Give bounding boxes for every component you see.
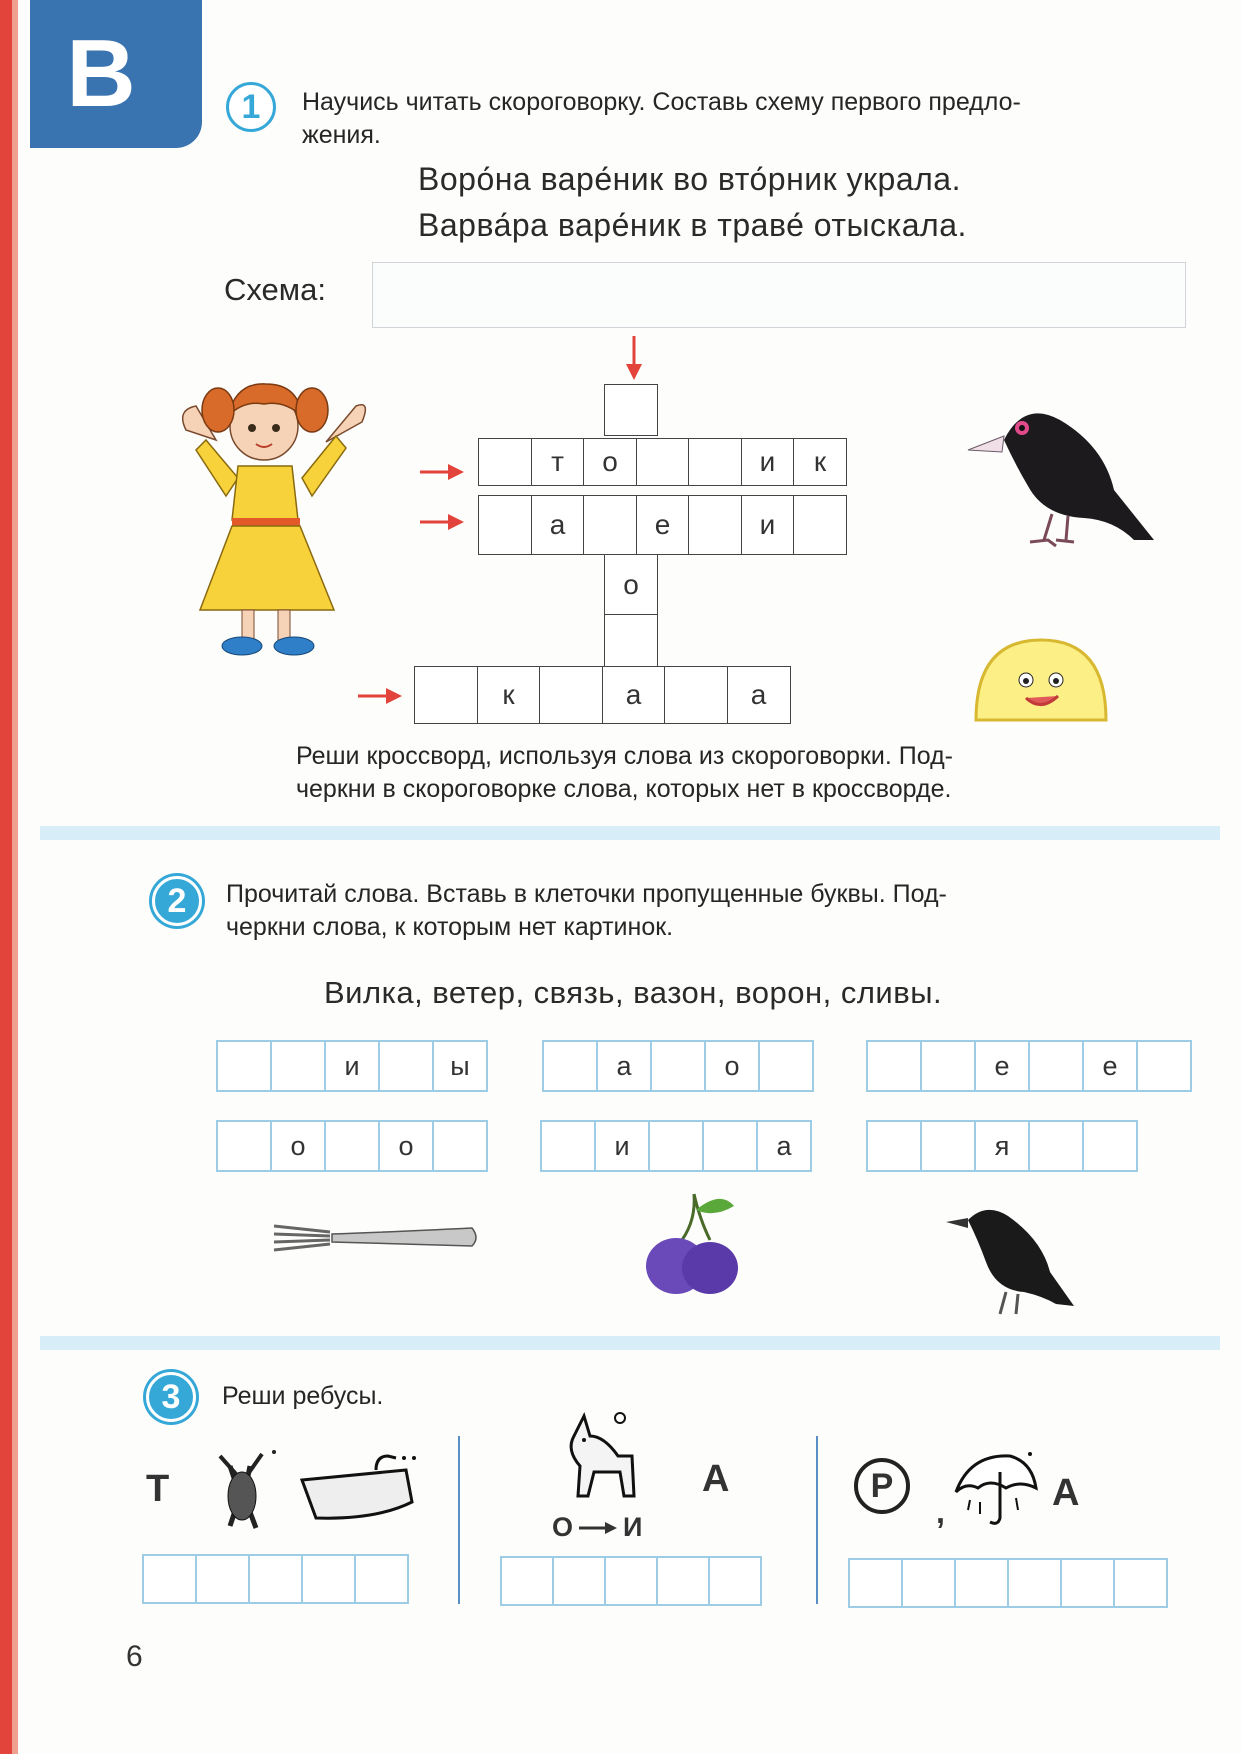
word-grid-cell[interactable] xyxy=(648,1120,704,1172)
word-grid-cell[interactable]: а xyxy=(596,1040,652,1092)
crossword-cell[interactable] xyxy=(688,438,742,486)
crossword-cell[interactable] xyxy=(583,495,637,555)
scheme-label: Схема: xyxy=(224,272,326,307)
task3-number: 3 xyxy=(161,1377,181,1416)
rebus-answer-cell[interactable] xyxy=(1113,1558,1168,1608)
fork-illustration xyxy=(272,1218,482,1258)
crossword-cell[interactable]: к xyxy=(793,438,847,486)
task1-number-badge xyxy=(226,82,276,132)
rebus-answer-cell[interactable] xyxy=(848,1558,903,1608)
word-grid-cell[interactable]: о xyxy=(378,1120,434,1172)
rebus3-circled-letter xyxy=(854,1458,910,1514)
word-grid-cell[interactable]: ы xyxy=(432,1040,488,1092)
word-grid-cell[interactable]: и xyxy=(324,1040,380,1092)
page-edge-stripe-light xyxy=(12,0,18,1754)
rebus-divider xyxy=(458,1436,460,1604)
rebus-answer-cell[interactable] xyxy=(248,1554,303,1604)
rebus1-answer-grid xyxy=(142,1554,409,1604)
word-grid-cell[interactable] xyxy=(324,1120,380,1172)
rebus-answer-cell[interactable] xyxy=(500,1556,554,1606)
crossword-cell[interactable] xyxy=(688,495,742,555)
crow-illustration-2 xyxy=(946,1200,1076,1320)
task3-number-badge xyxy=(146,1372,196,1422)
arrow-row1-icon xyxy=(418,460,468,484)
plums-illustration xyxy=(644,1190,744,1300)
word-grid-cell[interactable] xyxy=(758,1040,814,1092)
wolf-icon xyxy=(554,1406,654,1506)
rebus-answer-cell[interactable] xyxy=(195,1554,250,1604)
word-grid-cell[interactable] xyxy=(432,1120,488,1172)
rebus-answer-cell[interactable] xyxy=(1060,1558,1115,1608)
word-grid-cell[interactable] xyxy=(1028,1040,1084,1092)
word-grid-cell[interactable] xyxy=(920,1120,976,1172)
rebus-answer-cell[interactable] xyxy=(708,1556,762,1606)
crossword-cell[interactable]: о xyxy=(583,438,637,486)
rebus2-answer-grid xyxy=(500,1556,762,1606)
task2-number: 2 xyxy=(167,881,187,920)
page-edge-stripe xyxy=(0,0,12,1754)
word-grid-5 xyxy=(540,1120,812,1172)
word-grid-cell[interactable]: о xyxy=(704,1040,760,1092)
crossword-vertical-cell[interactable]: о xyxy=(604,554,658,616)
word-grid-cell[interactable] xyxy=(378,1040,434,1092)
rebus3-circled-text: Р xyxy=(870,1466,894,1505)
section-divider-band xyxy=(40,826,1220,840)
rebus-answer-cell[interactable] xyxy=(301,1554,356,1604)
rebus-divider-2 xyxy=(816,1436,818,1604)
crossword-cell[interactable]: е xyxy=(636,495,690,555)
section-letter: В xyxy=(66,20,136,127)
arrow-row3-icon xyxy=(356,684,406,708)
bathtub-icon xyxy=(296,1450,426,1530)
rebus2-replace-to: И xyxy=(623,1512,643,1542)
arrow-row2-icon xyxy=(418,510,468,534)
rebus-answer-cell[interactable] xyxy=(142,1554,197,1604)
crossword-cell[interactable] xyxy=(478,438,532,486)
task3-instruction: Реши ребусы. xyxy=(222,1382,384,1410)
rebus-answer-cell[interactable] xyxy=(656,1556,710,1606)
crossword-cell[interactable] xyxy=(636,438,690,486)
rebus1-letter: Т xyxy=(146,1468,170,1510)
word-grid-3 xyxy=(866,1040,1192,1092)
twister-line-1: Воро́на варе́ник во вто́рник украла. xyxy=(418,161,961,197)
task1-number: 1 xyxy=(241,87,261,126)
rebus3-answer-grid xyxy=(848,1558,1168,1608)
rebus-answer-cell[interactable] xyxy=(604,1556,658,1606)
word-grid-cell[interactable]: и xyxy=(594,1120,650,1172)
word-grid-cell[interactable] xyxy=(920,1040,976,1092)
crossword-cell[interactable]: т xyxy=(531,438,585,486)
crossword-cell[interactable]: а xyxy=(727,666,791,724)
crossword-row-1 xyxy=(478,438,847,486)
dumpling-illustration xyxy=(966,630,1116,730)
crossword-cell[interactable] xyxy=(793,495,847,555)
girl-illustration xyxy=(166,370,376,670)
crayfish-icon xyxy=(200,1446,290,1536)
crossword-vertical-top-cell[interactable] xyxy=(604,384,658,436)
crow-illustration xyxy=(964,390,1154,560)
word-grid-cell[interactable] xyxy=(1028,1120,1084,1172)
crossword-row-2 xyxy=(478,495,847,555)
crossword-vertical-cell[interactable] xyxy=(604,614,658,668)
word-grid-cell[interactable] xyxy=(540,1120,596,1172)
crossword-cell[interactable] xyxy=(414,666,478,724)
rebus-answer-cell[interactable] xyxy=(954,1558,1009,1608)
rebus-answer-cell[interactable] xyxy=(1007,1558,1062,1608)
crossword-row-3 xyxy=(414,666,791,724)
twister-line-2: Варва́ра варе́ник в траве́ отыскала. xyxy=(418,207,967,243)
rebus3-comma: , xyxy=(936,1494,945,1530)
word-grid-cell[interactable] xyxy=(650,1040,706,1092)
task2-word-list: Вилка, ветер, связь, вазон, ворон, сливы. xyxy=(324,975,943,1010)
task1-instruction: Научись читать скороговорку. Составь схему первого предло- жения. xyxy=(302,88,1021,149)
crossword-cell[interactable]: а xyxy=(602,666,666,724)
scheme-input-area[interactable] xyxy=(372,262,1186,328)
crossword-cell[interactable]: и xyxy=(741,438,795,486)
task2-instruction: Прочитай слова. Вставь в клеточки пропущенные буквы. Под- черкни слова, к которым нет картинок. xyxy=(226,880,947,941)
crossword-cell[interactable] xyxy=(478,495,532,555)
word-grid-cell[interactable]: е xyxy=(1082,1040,1138,1092)
word-grid-cell[interactable] xyxy=(702,1120,758,1172)
task2-number-badge xyxy=(152,876,202,926)
down-arrow-icon xyxy=(600,334,670,384)
word-grid-1 xyxy=(216,1040,488,1092)
section-divider-band-2 xyxy=(40,1336,1220,1350)
word-grid-cell[interactable] xyxy=(216,1120,272,1172)
crossword-cell[interactable] xyxy=(664,666,728,724)
crossword-cell[interactable]: и xyxy=(741,495,795,555)
section-letter-tab xyxy=(30,0,202,148)
rebus-answer-cell[interactable] xyxy=(901,1558,956,1608)
word-grid-cell[interactable] xyxy=(866,1040,922,1092)
rebus-answer-cell[interactable] xyxy=(552,1556,606,1606)
word-grid-cell[interactable] xyxy=(1136,1040,1192,1092)
rebus2-letter: А xyxy=(702,1458,730,1500)
word-grid-4 xyxy=(216,1120,488,1172)
crossword-cell[interactable] xyxy=(539,666,603,724)
word-grid-cell[interactable] xyxy=(270,1040,326,1092)
umbrella-icon xyxy=(950,1448,1040,1528)
word-grid-cell[interactable]: е xyxy=(974,1040,1030,1092)
word-grid-cell[interactable]: я xyxy=(974,1120,1030,1172)
rebus2-replacement xyxy=(552,1512,642,1543)
rebus-answer-cell[interactable] xyxy=(354,1554,409,1604)
rebus3-letter: А xyxy=(1052,1472,1080,1514)
word-grid-cell[interactable] xyxy=(216,1040,272,1092)
crossword-cell[interactable]: к xyxy=(477,666,541,724)
task1-crossword-instruction: Реши кроссворд, используя слова из скороговорки. Под- черкни в скороговорке слова, которых нет в кроссворде. xyxy=(296,742,953,803)
word-grid-2 xyxy=(542,1040,814,1092)
page-number: 6 xyxy=(126,1640,143,1673)
crossword-cell[interactable]: а xyxy=(531,495,585,555)
rebus2-replace-from: О xyxy=(552,1512,574,1542)
word-grid-6 xyxy=(866,1120,1138,1172)
word-grid-cell[interactable]: а xyxy=(756,1120,812,1172)
word-grid-cell[interactable] xyxy=(866,1120,922,1172)
right-arrow-icon xyxy=(579,1520,617,1536)
word-grid-cell[interactable] xyxy=(1082,1120,1138,1172)
word-grid-cell[interactable]: о xyxy=(270,1120,326,1172)
word-grid-cell[interactable] xyxy=(542,1040,598,1092)
